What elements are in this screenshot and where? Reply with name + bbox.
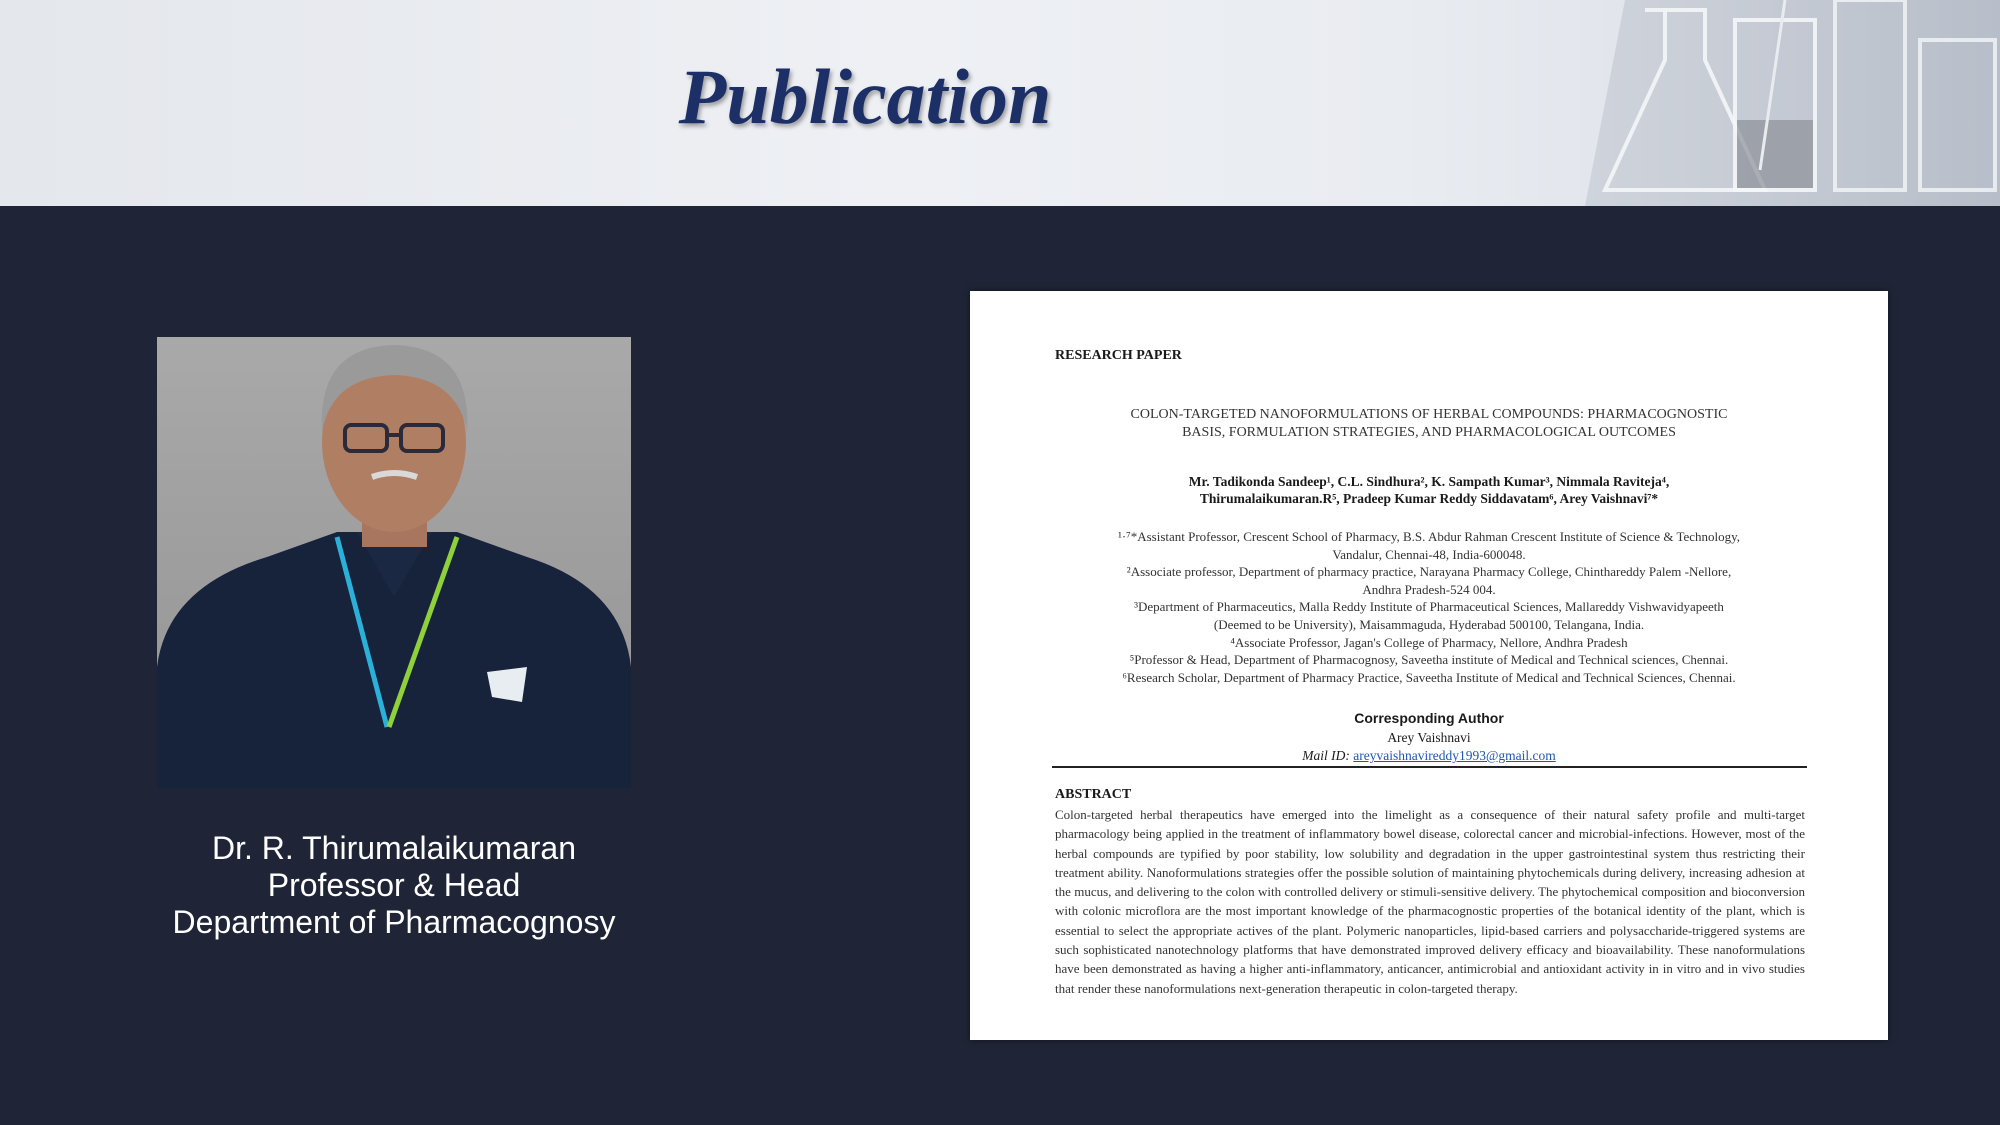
professor-role: Professor & Head <box>267 867 521 903</box>
paper-label: RESEARCH PAPER <box>1055 348 1182 363</box>
professor-department: Department of Pharmacognosy <box>172 904 616 940</box>
corresponding-author-heading: Corresponding Author <box>1354 710 1504 726</box>
laboratory-glassware-image <box>1585 0 2000 206</box>
paper-title-line: COLON-TARGETED NANOFORMULATIONS OF HERBAL COMPOUNDS: PHARMACOGNOSTIC <box>1130 407 1728 422</box>
mail-line <box>1065 748 1793 764</box>
mail-label: Mail ID: <box>1302 748 1354 763</box>
divider <box>1052 766 1807 768</box>
affiliation-line: ¹·⁷*Assistant Professor, Crescent School of Pharmacy, B.S. Abdur Rahman Crescent Institute of Science & Technology, <box>1117 529 1741 544</box>
paper-title-line: BASIS, FORMULATION STRATEGIES, AND PHARMACOLOGICAL OUTCOMES <box>1182 425 1676 440</box>
email-link[interactable]: areyvaishnavireddy1993@gmail.com <box>1353 748 1556 763</box>
abstract-heading: ABSTRACT <box>1055 787 1132 802</box>
affiliation-line: (Deemed to be University), Maisammaguda, Hyderabad 500100, Telangana, India. <box>1213 616 1645 632</box>
affiliation-line: Andhra Pradesh-524 004. <box>1362 581 1496 597</box>
page-title: Publication <box>678 53 1052 140</box>
research-paper-page <box>970 291 1888 1040</box>
professor-photo <box>157 337 631 788</box>
author-line: Mr. Tadikonda Sandeep¹, C.L. Sindhura², K. Sampath Kumar³, Nimmala Raviteja⁴, <box>1188 474 1670 489</box>
abstract-text: Colon-targeted herbal therapeutics have emerged into the limelight as a consequence of their natural safety profile and multi-target pharmacology being applied in the treatment of inflammatory bowel disease, colorectal cancer and microbial-infections. However, most of the herbal compounds are typified by poor stability, low solubility and degradation in the upper gastrointestinal system thus restricting their treatment ability. Nanoformulations strategies offer the possible solution of maintaining phytochemicals during delivery, increasing adhesion at the mucus, and delivering to the colon with controlled delivery or stimuli-sensitive delivery. The phytochemical composition and bioconversion with colonic microflora are the most important knowledge of the pharmacognostic properties of the botanical identity of the plant, which is essential to select the appropriate actives of the plant. Polymeric nanoparticles, lipid-based carriers and polysaccharide-triggered systems are such sophisticated nanotechnology platforms that have demonstrated improved delivery efficacy and bioavailability. These nanoformulations have been demonstrated as having a higher anti-inflammatory, anticancer, antimicrobial and antioxidant activity in in vitro and in vivo studies that render these nanoformulations next-generation therapeutic in colon-targeted therapy. <box>1055 807 1805 996</box>
professor-name: Dr. R. Thirumalaikumaran <box>212 830 576 866</box>
affiliation-line: ⁶Research Scholar, Department of Pharmacy Practice, Saveetha Institute of Medical and Technical Sciences, Chennai. <box>1122 669 1736 685</box>
paper-authors <box>1065 473 1793 507</box>
affiliation-line: ³Department of Pharmaceutics, Malla Reddy Institute of Pharmaceutical Sciences, Mallareddy Vishwavidyapeeth <box>1134 599 1724 615</box>
professor-caption <box>120 830 668 941</box>
paper-title <box>1065 406 1793 442</box>
header-banner <box>0 0 2000 206</box>
affiliation-line: Vandalur, Chennai-48, India-600048. <box>1332 546 1526 562</box>
author-line: Thirumalaikumaran.R⁵, Pradeep Kumar Reddy Siddavatam⁶, Arey Vaishnavi⁷* <box>1199 491 1659 506</box>
affiliation-line: ²Associate professor, Department of pharmacy practice, Narayana Pharmacy College, Chinthareddy Palem -Nellore, <box>1126 564 1732 580</box>
affiliation-line: ⁴Associate Professor, Jagan's College of Pharmacy, Nellore, Andhra Pradesh <box>1230 634 1628 650</box>
corresponding-author-name: Arey Vaishnavi <box>1387 730 1471 745</box>
paper-affiliations <box>1055 528 1803 686</box>
affiliation-line: ⁵Professor & Head, Department of Pharmacognosy, Saveetha institute of Medical and Technical sciences, Chennai. <box>1129 652 1729 668</box>
